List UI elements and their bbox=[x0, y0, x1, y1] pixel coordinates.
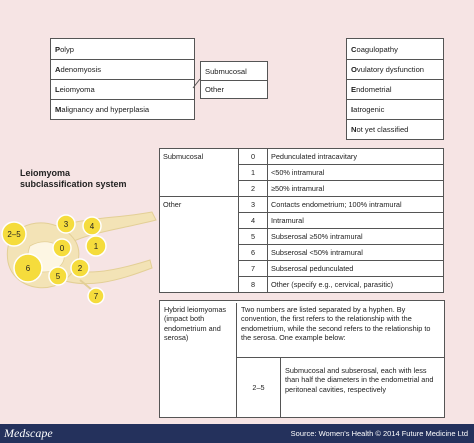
cause-initial: N bbox=[351, 125, 357, 134]
coein-causes-box bbox=[346, 38, 444, 140]
hybrid-example-desc: Submucosal and subserosal, each with less than half the diameters in the endometrial and peritoneal cavities, respectively bbox=[280, 357, 444, 417]
cause-initial: M bbox=[55, 105, 62, 114]
row-desc: ≥50% intramural bbox=[268, 181, 444, 197]
fibroid-label: 7 bbox=[93, 292, 99, 301]
row-desc: Other (specify e.g., cervical, parasitic) bbox=[268, 277, 444, 293]
source-credit: Source: Women's Health © 2014 Future Medicine Ltd bbox=[290, 429, 468, 438]
classification-table bbox=[159, 148, 444, 293]
cause-rest: atrogenic bbox=[353, 105, 385, 114]
hybrid-description: Two numbers are listed separated by a hyphen. By convention, the first refers to the relationship with the endometrium, while the second refers to the relationship to the serosa. One example below: bbox=[236, 303, 444, 359]
cause-rest: eiomyoma bbox=[59, 85, 95, 94]
row-desc: Subserosal <50% intramural bbox=[268, 245, 444, 261]
cause-rest: ot yet classified bbox=[356, 125, 409, 134]
row-num: 5 bbox=[239, 229, 268, 245]
uterus-illustration bbox=[0, 198, 160, 318]
cause-rest: olyp bbox=[60, 44, 75, 54]
row-desc: Contacts endometrium; 100% intramural bbox=[268, 197, 444, 213]
subclassification-title-text: Leiomyoma subclassification system bbox=[20, 168, 127, 189]
row-num: 0 bbox=[239, 149, 268, 165]
row-num: 4 bbox=[239, 213, 268, 229]
footer-bar bbox=[0, 424, 474, 443]
fibroid-3 bbox=[57, 215, 75, 233]
fibroid-1 bbox=[86, 236, 106, 256]
row-desc: <50% intramural bbox=[268, 165, 444, 181]
cause-coagulopathy bbox=[347, 39, 443, 59]
table-row bbox=[160, 149, 444, 165]
hybrid-section bbox=[159, 300, 445, 418]
cause-iatrogenic bbox=[347, 99, 443, 119]
row-num: 7 bbox=[239, 261, 268, 277]
cause-initial: O bbox=[351, 65, 357, 74]
table-row bbox=[160, 197, 444, 213]
hybrid-example-code: 2–5 bbox=[236, 357, 280, 417]
fibroid-4 bbox=[83, 217, 101, 235]
group-other: Other bbox=[160, 197, 239, 293]
row-num: 1 bbox=[239, 165, 268, 181]
fibroid-label: 0 bbox=[59, 244, 65, 253]
fibroid-0 bbox=[53, 239, 71, 257]
row-num: 3 bbox=[239, 197, 268, 213]
row-desc: Subserosal pedunculated bbox=[268, 261, 444, 277]
cause-initial: I bbox=[351, 105, 354, 114]
medscape-logo: Medscape bbox=[4, 426, 53, 440]
cause-initial: A bbox=[55, 65, 61, 74]
group-submucosal: Submucosal bbox=[160, 149, 239, 197]
fibroid-label: 4 bbox=[89, 222, 95, 231]
cause-initial: C bbox=[351, 44, 357, 54]
cause-endometrial bbox=[347, 79, 443, 99]
cause-rest: oagulopathy bbox=[356, 44, 398, 54]
cause-initial: E bbox=[351, 85, 357, 94]
fibroid-2-5 bbox=[2, 222, 26, 246]
fibroid-label: 2 bbox=[77, 264, 83, 273]
cause-initial: L bbox=[55, 85, 60, 94]
fibroid-5 bbox=[49, 267, 67, 285]
cause-rest: alignancy and hyperplasia bbox=[61, 105, 150, 114]
location-box bbox=[200, 61, 268, 99]
fibroid-7 bbox=[88, 288, 104, 304]
cause-not-classified bbox=[347, 119, 443, 139]
cause-adenomyosis bbox=[51, 59, 194, 79]
palm-causes-box bbox=[50, 38, 195, 120]
cause-polyp bbox=[51, 39, 194, 59]
cause-leiomyoma bbox=[51, 79, 194, 99]
row-desc: Pedunculated intracavitary bbox=[268, 149, 444, 165]
row-num: 8 bbox=[239, 277, 268, 293]
fibroid-6 bbox=[14, 254, 42, 282]
cause-ovulatory bbox=[347, 59, 443, 79]
fibroid-label: 3 bbox=[63, 220, 69, 229]
location-label: Submucosal bbox=[205, 66, 247, 76]
fibroid-label: 1 bbox=[93, 242, 99, 251]
cause-rest: denomyosis bbox=[60, 65, 102, 74]
location-label: Other bbox=[205, 85, 224, 94]
location-submucosal bbox=[201, 62, 267, 80]
location-other bbox=[201, 80, 267, 98]
row-num: 2 bbox=[239, 181, 268, 197]
cause-initial: P bbox=[55, 44, 61, 54]
cause-rest: ndometrial bbox=[356, 85, 392, 94]
fibroid-label: 5 bbox=[55, 272, 61, 281]
fibroid-label: 2–5 bbox=[7, 230, 21, 239]
fibroid-2 bbox=[71, 259, 89, 277]
row-desc: Intramural bbox=[268, 213, 444, 229]
hybrid-label: Hybrid leiomyomas (impact both endometrium and serosa) bbox=[164, 305, 227, 342]
cause-malignancy bbox=[51, 99, 194, 119]
subclassification-title bbox=[20, 168, 140, 190]
cause-rest: vulatory dysfunction bbox=[356, 65, 425, 74]
fibroid-label: 6 bbox=[25, 264, 31, 273]
row-desc: Subserosal ≥50% intramural bbox=[268, 229, 444, 245]
row-num: 6 bbox=[239, 245, 268, 261]
